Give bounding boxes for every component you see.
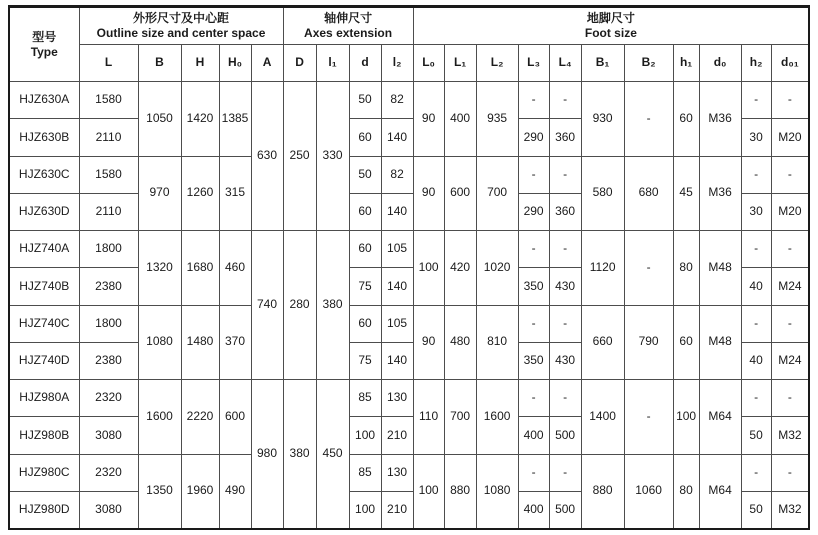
cell-B: 1600 (138, 380, 181, 455)
cell-d01: - (771, 82, 809, 119)
cell-B2: 1060 (624, 454, 673, 529)
header-type-zh: 型号 (32, 29, 57, 44)
cell-A: 740 (251, 231, 283, 380)
cell-D: 280 (283, 231, 316, 380)
cell-h2: - (741, 156, 771, 193)
cell-type: HJZ630C (9, 156, 79, 193)
cell-l1: 380 (316, 231, 349, 380)
cell-L: 2320 (79, 454, 138, 491)
cell-L2: 700 (476, 156, 518, 231)
cell-B2: - (624, 380, 673, 455)
cell-L: 3080 (79, 491, 138, 528)
cell-l2: 105 (381, 231, 413, 268)
cell-L4: 500 (549, 491, 581, 528)
col-header-B1: B₁ (581, 45, 624, 82)
cell-d: 60 (349, 119, 381, 156)
table-row (9, 82, 809, 119)
col-header-h2: h₂ (741, 45, 771, 82)
cell-H0: 600 (219, 380, 251, 455)
cell-L0: 90 (413, 156, 444, 231)
cell-L: 1800 (79, 231, 138, 268)
cell-L0: 90 (413, 305, 444, 380)
cell-l1: 450 (316, 380, 349, 529)
cell-L4: - (549, 454, 581, 491)
cell-H: 2220 (181, 380, 219, 455)
cell-H0: 460 (219, 231, 251, 306)
cell-B1: 930 (581, 82, 624, 157)
cell-d0: M64 (699, 454, 741, 529)
cell-B: 1350 (138, 454, 181, 529)
cell-L2: 1020 (476, 231, 518, 306)
col-header-l1: l₁ (316, 45, 349, 82)
cell-h2: 30 (741, 193, 771, 230)
cell-l2: 140 (381, 119, 413, 156)
cell-L1: 880 (444, 454, 476, 529)
cell-d0: M64 (699, 380, 741, 455)
cell-L: 2380 (79, 342, 138, 379)
col-header-d0: d₀ (699, 45, 741, 82)
cell-l2: 140 (381, 268, 413, 305)
cell-L4: 500 (549, 417, 581, 454)
cell-type: HJZ740C (9, 305, 79, 342)
cell-L0: 110 (413, 380, 444, 455)
col-header-L2: L₂ (476, 45, 518, 82)
cell-type: HJZ740A (9, 231, 79, 268)
cell-H0: 370 (219, 305, 251, 380)
cell-h2: 30 (741, 119, 771, 156)
col-header-H0: H₀ (219, 45, 251, 82)
cell-l1: 330 (316, 82, 349, 231)
cell-L4: 430 (549, 268, 581, 305)
cell-L: 1580 (79, 82, 138, 119)
cell-D: 380 (283, 380, 316, 529)
cell-l2: 210 (381, 491, 413, 528)
table-row (9, 156, 809, 193)
cell-H: 1260 (181, 156, 219, 231)
cell-d: 85 (349, 454, 381, 491)
col-header-H: H (181, 45, 219, 82)
header-group-axes-zh: 轴伸尺寸 (324, 11, 373, 25)
cell-d: 85 (349, 380, 381, 417)
cell-d01: - (771, 380, 809, 417)
cell-D: 250 (283, 82, 316, 231)
dimension-spec-table (8, 5, 810, 530)
cell-d0: M48 (699, 231, 741, 306)
table-row (9, 454, 809, 491)
col-header-B2: B₂ (624, 45, 673, 82)
header-type-en: Type (30, 44, 58, 59)
header-group-outline (79, 7, 283, 45)
cell-L2: 1600 (476, 380, 518, 455)
cell-L4: - (549, 231, 581, 268)
header-group-axes (283, 7, 413, 45)
cell-L0: 90 (413, 82, 444, 157)
cell-L3: - (518, 82, 549, 119)
cell-L: 1800 (79, 305, 138, 342)
col-header-L: L (79, 45, 138, 82)
cell-h1: 80 (673, 231, 699, 306)
col-header-d01: d₀₁ (771, 45, 809, 82)
cell-d: 75 (349, 342, 381, 379)
cell-H0: 490 (219, 454, 251, 529)
cell-d0: M36 (699, 156, 741, 231)
col-header-h1: h₁ (673, 45, 699, 82)
cell-h2: - (741, 82, 771, 119)
cell-d: 60 (349, 193, 381, 230)
cell-d01: - (771, 454, 809, 491)
cell-L4: 360 (549, 193, 581, 230)
cell-h1: 80 (673, 454, 699, 529)
cell-L3: - (518, 380, 549, 417)
cell-L3: 290 (518, 119, 549, 156)
cell-type: HJZ630B (9, 119, 79, 156)
col-header-L0: L₀ (413, 45, 444, 82)
cell-d01: M32 (771, 417, 809, 454)
cell-L2: 1080 (476, 454, 518, 529)
col-header-L1: L₁ (444, 45, 476, 82)
table-row (9, 231, 809, 268)
cell-L4: 360 (549, 119, 581, 156)
cell-type: HJZ630A (9, 82, 79, 119)
cell-d01: M20 (771, 193, 809, 230)
cell-L0: 100 (413, 231, 444, 306)
cell-h2: 50 (741, 491, 771, 528)
cell-L0: 100 (413, 454, 444, 529)
table-row (9, 305, 809, 342)
cell-B2: - (624, 231, 673, 306)
cell-h2: 50 (741, 417, 771, 454)
cell-d: 60 (349, 231, 381, 268)
cell-h2: - (741, 305, 771, 342)
cell-type: HJZ980C (9, 454, 79, 491)
cell-B: 1320 (138, 231, 181, 306)
cell-L: 2110 (79, 119, 138, 156)
cell-L3: 400 (518, 491, 549, 528)
cell-L1: 420 (444, 231, 476, 306)
cell-type: HJZ980A (9, 380, 79, 417)
cell-L4: - (549, 380, 581, 417)
cell-d: 100 (349, 491, 381, 528)
cell-H0: 315 (219, 156, 251, 231)
cell-d: 75 (349, 268, 381, 305)
cell-L3: - (518, 454, 549, 491)
cell-B1: 660 (581, 305, 624, 380)
header-group-foot-en: Foot size (584, 26, 637, 40)
cell-L4: 430 (549, 342, 581, 379)
header-row-columns (9, 45, 809, 82)
col-header-D: D (283, 45, 316, 82)
cell-h2: 40 (741, 342, 771, 379)
cell-B2: 680 (624, 156, 673, 231)
cell-L2: 935 (476, 82, 518, 157)
cell-L: 1580 (79, 156, 138, 193)
cell-h2: - (741, 231, 771, 268)
col-header-A: A (251, 45, 283, 82)
col-header-L3: L₃ (518, 45, 549, 82)
cell-H0: 1385 (219, 82, 251, 157)
cell-L3: - (518, 156, 549, 193)
cell-d01: M20 (771, 119, 809, 156)
cell-type: HJZ740D (9, 342, 79, 379)
col-header-l2: l₂ (381, 45, 413, 82)
cell-d: 60 (349, 305, 381, 342)
cell-l2: 82 (381, 82, 413, 119)
cell-type: HJZ630D (9, 193, 79, 230)
cell-L3: 290 (518, 193, 549, 230)
cell-B1: 580 (581, 156, 624, 231)
col-header-d: d (349, 45, 381, 82)
cell-d01: M24 (771, 268, 809, 305)
cell-l2: 130 (381, 380, 413, 417)
cell-B: 1080 (138, 305, 181, 380)
cell-B1: 1120 (581, 231, 624, 306)
cell-L2: 810 (476, 305, 518, 380)
cell-l2: 210 (381, 417, 413, 454)
header-group-outline-en: Outline size and center space (96, 26, 266, 40)
cell-B2: - (624, 82, 673, 157)
cell-L: 2320 (79, 380, 138, 417)
cell-L1: 480 (444, 305, 476, 380)
col-header-B: B (138, 45, 181, 82)
cell-L3: 350 (518, 268, 549, 305)
cell-h1: 60 (673, 305, 699, 380)
cell-d01: - (771, 156, 809, 193)
table-row (9, 380, 809, 417)
cell-L1: 400 (444, 82, 476, 157)
cell-H: 1680 (181, 231, 219, 306)
cell-L: 2110 (79, 193, 138, 230)
cell-L1: 700 (444, 380, 476, 455)
cell-d: 50 (349, 156, 381, 193)
cell-d: 50 (349, 82, 381, 119)
cell-L3: 400 (518, 417, 549, 454)
cell-h2: 40 (741, 268, 771, 305)
cell-l2: 140 (381, 342, 413, 379)
cell-A: 630 (251, 82, 283, 231)
cell-L3: 350 (518, 342, 549, 379)
cell-L4: - (549, 156, 581, 193)
cell-B2: 790 (624, 305, 673, 380)
header-type (9, 7, 79, 82)
cell-L3: - (518, 231, 549, 268)
cell-d01: M24 (771, 342, 809, 379)
cell-type: HJZ980B (9, 417, 79, 454)
header-group-foot (413, 7, 809, 45)
cell-B: 1050 (138, 82, 181, 157)
cell-d01: - (771, 231, 809, 268)
cell-type: HJZ740B (9, 268, 79, 305)
cell-B1: 880 (581, 454, 624, 529)
cell-d0: M36 (699, 82, 741, 157)
cell-L: 2380 (79, 268, 138, 305)
cell-L4: - (549, 305, 581, 342)
cell-L3: - (518, 305, 549, 342)
cell-H: 1420 (181, 82, 219, 157)
cell-d01: - (771, 305, 809, 342)
header-group-axes-en: Axes extension (304, 26, 393, 40)
cell-h1: 100 (673, 380, 699, 455)
cell-l2: 105 (381, 305, 413, 342)
cell-L1: 600 (444, 156, 476, 231)
cell-h2: - (741, 454, 771, 491)
cell-d01: M32 (771, 491, 809, 528)
header-group-outline-zh: 外形尺寸及中心距 (133, 11, 230, 25)
cell-L: 3080 (79, 417, 138, 454)
cell-l2: 140 (381, 193, 413, 230)
cell-h2: - (741, 380, 771, 417)
cell-H: 1480 (181, 305, 219, 380)
cell-type: HJZ980D (9, 491, 79, 528)
cell-l2: 130 (381, 454, 413, 491)
cell-h1: 60 (673, 82, 699, 157)
cell-d0: M48 (699, 305, 741, 380)
cell-d: 100 (349, 417, 381, 454)
cell-l2: 82 (381, 156, 413, 193)
cell-H: 1960 (181, 454, 219, 529)
cell-A: 980 (251, 380, 283, 529)
col-header-L4: L₄ (549, 45, 581, 82)
header-row-groups (9, 7, 809, 45)
header-group-foot-zh: 地脚尺寸 (586, 11, 635, 25)
cell-h1: 45 (673, 156, 699, 231)
cell-L4: - (549, 82, 581, 119)
cell-B1: 1400 (581, 380, 624, 455)
cell-B: 970 (138, 156, 181, 231)
